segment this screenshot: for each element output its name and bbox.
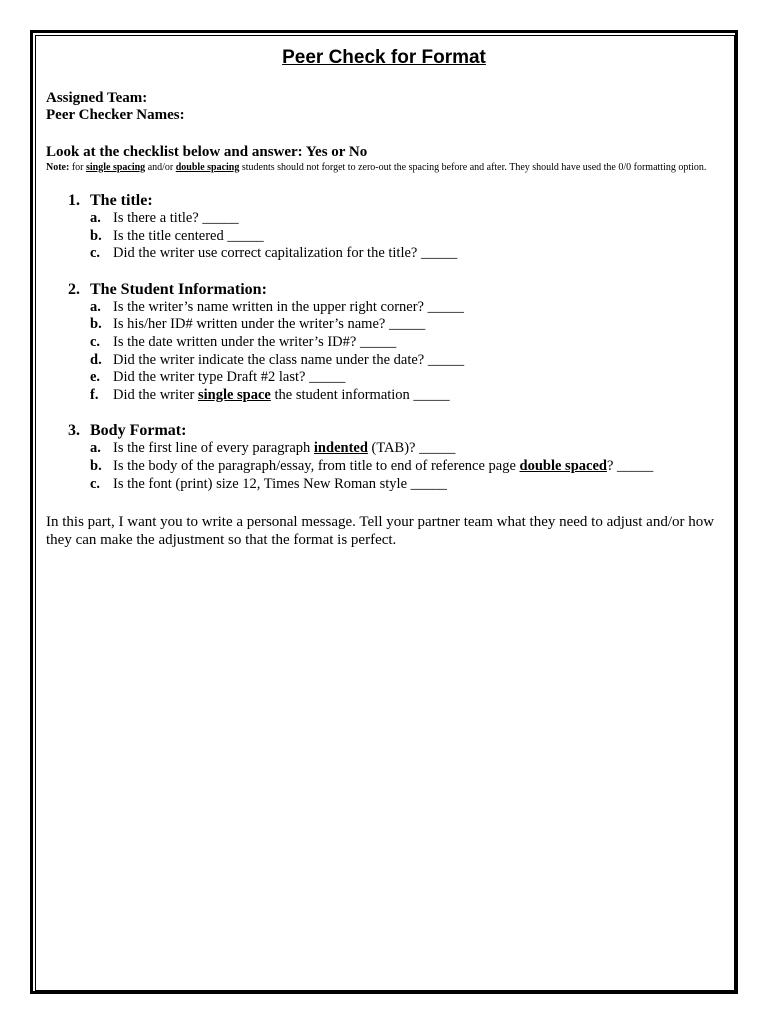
item-letter: c. — [90, 475, 101, 492]
section-title — [46, 191, 722, 263]
checklist-item — [46, 440, 722, 458]
item-text — [113, 458, 653, 476]
item-letter: f. — [90, 386, 99, 403]
item-text-pre: Did the writer — [113, 386, 198, 403]
checklist — [46, 440, 722, 493]
section-title-text: The Student Information: — [90, 280, 267, 298]
note-text-2: and/or — [145, 162, 176, 173]
checklist-item — [46, 316, 722, 334]
instruction: Look at the checklist below and answer: Yes or No — [46, 144, 368, 160]
section-number: 1. — [68, 192, 80, 209]
checklist-item — [46, 228, 722, 246]
item-text-post: (TAB)? _____ — [367, 440, 456, 457]
checklist — [46, 299, 722, 405]
item-letter: e. — [90, 369, 101, 386]
note-label: Note: — [46, 162, 70, 173]
checklist-item — [46, 476, 722, 494]
personal-message-instructions: In this part, I want you to write a personal message. Tell your partner team what they need to adjust and/or how they can make the adjustment so that the format is perfect. — [46, 514, 715, 549]
section-title-text: Body Format: — [90, 422, 187, 440]
item-letter: d. — [90, 351, 102, 368]
item-text — [113, 387, 450, 405]
item-emphasis: double spaced — [519, 457, 607, 474]
item-text-post: ? _____ — [606, 457, 654, 474]
item-text: Did the writer indicate the class name under the date? _____ — [113, 351, 465, 368]
item-text — [113, 440, 455, 458]
item-text: Is there a title? _____ — [113, 210, 239, 226]
page-title: Peer Check for Format — [282, 47, 486, 68]
header-fields — [46, 90, 722, 124]
section-heading — [46, 280, 722, 299]
checklist-item — [46, 387, 722, 405]
item-letter: c. — [90, 333, 101, 350]
checklist-item — [46, 334, 722, 352]
section-number: 3. — [68, 422, 80, 440]
item-letter: b. — [90, 457, 102, 474]
section-body-format — [46, 421, 722, 493]
note-single-spacing: single spacing — [86, 162, 146, 173]
item-text: Is the font (print) size 12, Times New Roman style _____ — [113, 475, 447, 492]
checklist-item — [46, 299, 722, 317]
item-text: Is his/her ID# written under the writer’s name? _____ — [113, 316, 426, 333]
note — [46, 161, 722, 174]
document-content — [46, 46, 722, 564]
checklist-item — [46, 245, 722, 263]
item-letter: a. — [90, 210, 101, 226]
item-emphasis: indented — [313, 440, 368, 457]
checklist-item — [46, 458, 722, 476]
checklist-item — [46, 369, 722, 387]
note-text-1: for — [69, 162, 86, 173]
item-text-pre: Is the first line of every paragraph — [113, 440, 314, 457]
item-text: Is the date written under the writer’s ID#? _____ — [113, 333, 397, 350]
section-heading — [46, 191, 722, 210]
item-text-pre: Is the body of the paragraph/essay, from title to end of reference page — [113, 457, 520, 474]
item-text: Is the title centered _____ — [113, 227, 264, 244]
section-student-information — [46, 280, 722, 405]
peer-checker-label: Peer Checker Names: — [46, 107, 185, 123]
checklist-item — [46, 210, 722, 228]
item-letter: b. — [90, 227, 102, 244]
item-text-post: the student information _____ — [270, 386, 450, 403]
section-number: 2. — [68, 280, 80, 298]
item-letter: c. — [90, 245, 101, 262]
note-text-3: students should not forget to zero-out the spacing before and after. They should have used the 0/0 formatting option. — [239, 162, 707, 173]
checklist-item — [46, 352, 722, 370]
checklist — [46, 210, 722, 263]
item-letter: a. — [90, 298, 101, 315]
item-text: Is the writer’s name written in the upper right corner? _____ — [113, 298, 464, 315]
item-letter: a. — [90, 440, 101, 457]
item-text: Did the writer type Draft #2 last? _____ — [113, 369, 346, 386]
section-heading — [46, 421, 722, 440]
note-double-spacing: double spacing — [175, 162, 240, 173]
item-emphasis: single space — [197, 386, 271, 403]
item-letter: b. — [90, 316, 102, 333]
item-text: Did the writer use correct capitalization for the title? _____ — [113, 245, 458, 262]
section-title-text: The title: — [90, 192, 153, 209]
assigned-team-label: Assigned Team: — [46, 90, 148, 106]
